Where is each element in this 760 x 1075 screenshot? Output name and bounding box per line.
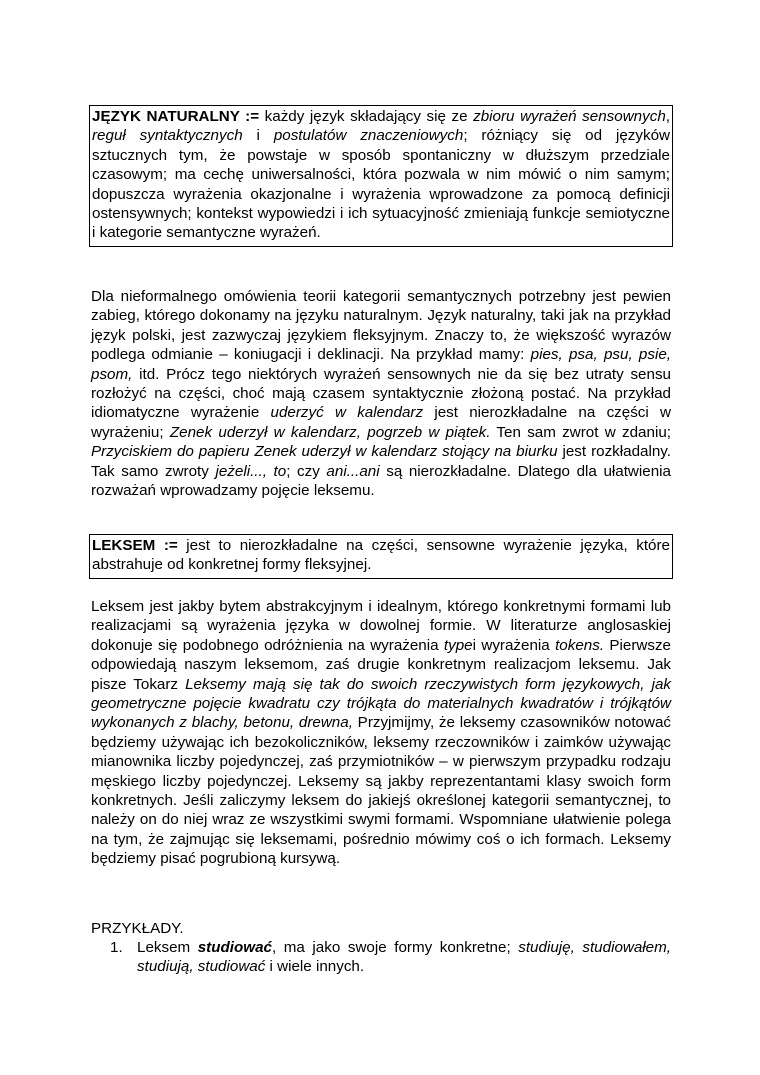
paragraph-text: jest rozkładalny. Tak samo zwroty: [91, 443, 671, 480]
paragraph-italic: Leksemy mają się tak do swoich rzeczywistych form językowych, jak geometryczne pojęcie kwadratu czy trójkąta do materialnych kwadratów i trójkątów wykonanych z blachy, betonu, drewna,: [91, 675, 671, 732]
definition-box-lexeme: [89, 534, 673, 579]
paragraph-italic: uderzyć w kalendarz: [270, 404, 424, 422]
definition-italic: postulatów znaczeniowych: [273, 127, 464, 145]
paragraph-italic: tokens.: [555, 636, 605, 654]
definition-term: JĘZYK NATURALNY :=: [92, 108, 260, 125]
paragraph-text: jest nierozkładalne na części w wyrażeniu;: [91, 404, 671, 441]
lexeme-term: studiować: [197, 939, 272, 956]
definition-text: i: [242, 127, 274, 145]
paragraph-text: ; czy: [286, 462, 327, 480]
paragraph-text: Leksem jest jakby bytem abstrakcyjnym i idealnym, którego konkretnymi formami lub realizacjami są wyrażenia języka w dowolnej formie. W literaturze anglosaskiej dokonuje się podobnego odróżnienia na wyrażenia: [91, 598, 671, 654]
paragraph-text: i wyrażenia: [472, 636, 556, 654]
paragraph-italic: Przyciskiem do papieru Zenek uderzył w kalendarz stojący na biurku: [91, 443, 558, 461]
definition-text: każdy język składający się ze: [259, 108, 474, 125]
examples-heading: PRZYKŁADY.: [91, 920, 184, 937]
paragraph-italic: pies, psa, psu, psie, psom,: [91, 346, 672, 383]
paragraph-italic: jeżeli..., to: [215, 462, 287, 480]
paragraph-lexeme: [91, 597, 671, 869]
definition-term: LEKSEM :=: [92, 537, 178, 554]
paragraph-text: Dla nieformalnego omówienia teorii kategorii semantycznych potrzebny jest pewien zabieg, którego dokonamy na języku naturalnym. Język naturalny, taki jak na przykład język polski, jest zazwyczaj językiem fleksyjnym. Znaczy to, że większość wyrazów podlega odmianie – koniugacji i deklinacji. Na przykład mamy:: [91, 288, 671, 364]
paragraph-text: itd. Prócz tego niektórych wyrażeń sensownych nie da się bez utraty sensu rozłożyć na części, choć mają czasem syntaktycznie złożoną postać. Na przykład idiomatyczne wyrażenie: [91, 365, 671, 422]
list-item-italic: studiuję, studiowałem, studiują, studiować: [137, 939, 671, 976]
paragraph-text: Ten sam zwrot w zdaniu;: [490, 423, 671, 441]
paragraph-text: są nierozkładalne. Dlatego dla ułatwienia rozważań wprowadzamy pojęcie leksemu.: [91, 462, 671, 500]
list-item-text: Leksem: [137, 939, 198, 956]
definition-text: ,: [665, 108, 670, 125]
list-item: [110, 938, 671, 977]
definition-italic: reguł syntaktycznych: [92, 127, 243, 145]
definition-text: jest to nierozkładalne na części, sensowne wyrażenie języka, które abstrahuje od konkretnej formy fleksyjnej.: [92, 537, 670, 574]
paragraph-text: Przyjmijmy, że leksemy czasowników notować będziemy używając ich bezokoliczników, leksemy rzeczowników i zaimków używając mianownika liczby pojedynczej, zaś przymiotników – w pierwszym przypadku rodzaju męskiego liczby pojedynczej. Leksemy są jakby reprezentantami klasy swoich form konkretnych. Jeśli zaliczymy leksem do jakiejś określonej kategorii semantycznej, to należy on do niej wraz ze wszystkimi swymi formami. Wspomniane ułatwienie polega na tym, że zajmując się leksemami, pośrednio mówimy coś o ich formach. Leksemy będziemy pisać pogrubioną kursywą.: [91, 714, 671, 868]
paragraph-italic: type: [443, 636, 473, 654]
paragraph-italic: ani...ani: [326, 462, 380, 480]
definition-text: ; różniący się od języków sztucznych tym, że powstaje w sposób spontaniczny w dłuższym przedziale czasowym; ma cechę uniwersalności, która pozwala w nim mówić o nim samym; dopuszcza wyrażenia okazjonalne i wyrażenia wprowadzone za pomocą definicji ostensywnych; kontekst wypowiedzi i ich sytuacyjność zmieniają funkcje semiotyczne i kategorie semantyczne wyrażeń.: [92, 127, 670, 242]
list-item-text: , ma jako swoje formy konkretne;: [272, 939, 519, 956]
paragraph-italic: Zenek uderzył w kalendarz, pogrzeb w piątek.: [169, 423, 491, 441]
list-item-number: 1.: [110, 939, 123, 956]
paragraph-intro: [91, 287, 671, 500]
paragraph-text: Pierwsze odpowiedają naszym leksemom, zaś drugie konkretnym realizacjom leksemu. Jak pisze Tokarz: [91, 636, 671, 693]
list-item-text: i wiele innych.: [265, 958, 365, 976]
definition-italic: zbioru wyrażeń sensownych: [473, 108, 666, 125]
definition-box-natural-language: [89, 105, 673, 247]
